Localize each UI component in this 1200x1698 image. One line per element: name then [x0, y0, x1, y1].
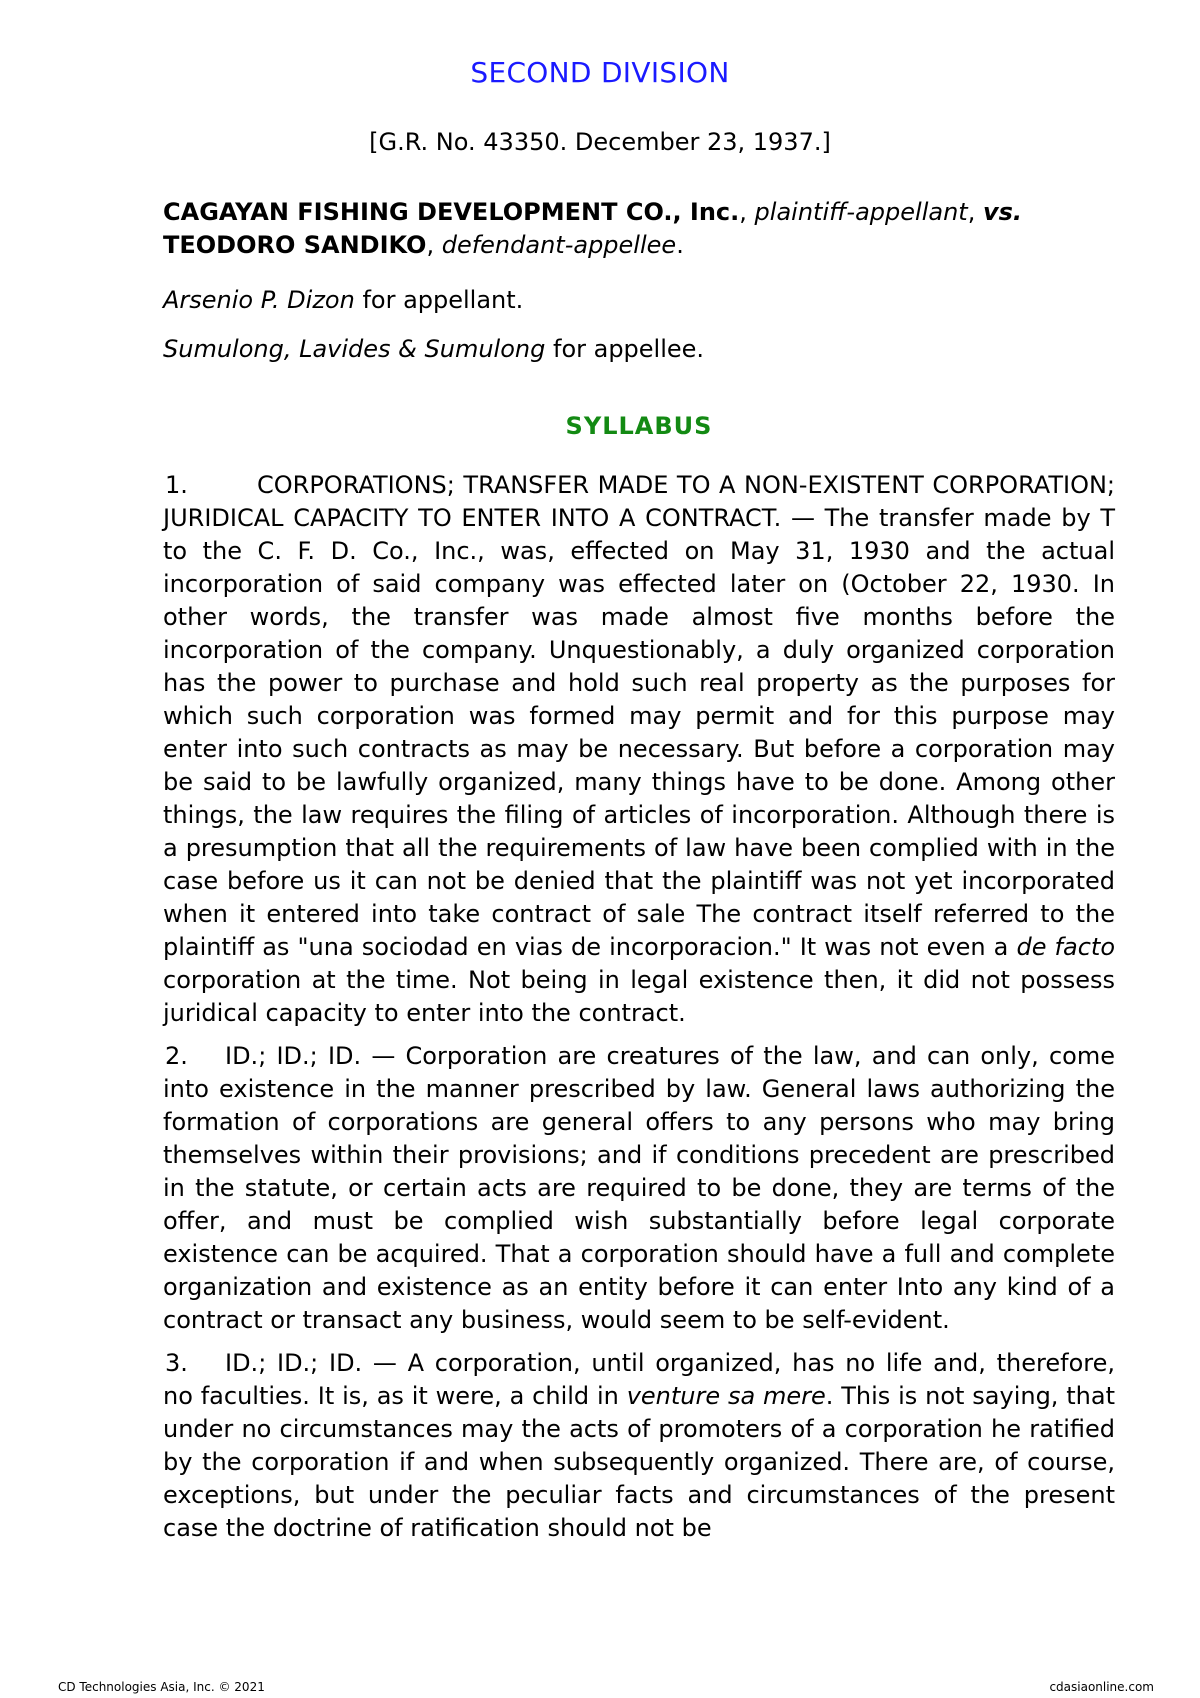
separator: ,	[739, 198, 755, 226]
item-text: ID.; ID.; ID. — A corporation, until organized, has no life and, therefore, no faculties. It is, as it were, a child in	[163, 1349, 1115, 1410]
separator: ,	[426, 231, 442, 259]
syllabus-item	[163, 469, 1115, 1030]
footer-copyright: CD Technologies Asia, Inc. © 2021	[58, 1680, 265, 1694]
item-number: 3.	[165, 1349, 188, 1377]
plaintiff-role: plaintiff-appellant	[754, 198, 968, 226]
footer-site: cdasiaonline.com	[1049, 1680, 1154, 1694]
document-body	[163, 196, 1115, 1555]
separator: ,	[967, 198, 983, 226]
counsel-role: for appellant.	[354, 286, 524, 314]
counsel-role: for appellee.	[545, 335, 705, 363]
item-text: . This is not saying, that under no circumstances may the acts of promoters of a corporation he ratified by the corporation if and when subsequently organized. There are, of course, exceptions, but under the peculiar facts and circumstances of the present case the doctrine of ratification should not be	[163, 1382, 1115, 1542]
counsel-name: Arsenio P. Dizon	[163, 286, 355, 314]
item-italic: venture sa mere	[626, 1382, 826, 1410]
item-text: corporation at the time. Not being in legal existence then, it did not possess juridical capacity to enter into the contract.	[163, 966, 1115, 1027]
counsel-name: Sumulong, Lavides & Sumulong	[163, 335, 546, 363]
plaintiff-suffix: , Inc.	[672, 198, 740, 226]
item-text: CORPORATIONS; TRANSFER MADE TO A NON-EXISTENT CORPORATION; JURIDICAL CAPACITY TO ENTER INTO A CONTRACT. — The transfer made by T to the C. F. D. Co., Inc., was, effected on May 31, 1930 and the actual incorporation of said company was effected later on (October 22, 1930. In other words, the transfer was made almost five months before the incorporation of the company. Unquestionably, a duly organized corporation has the power to purchase and hold such real property as the purposes for which such corporation was formed may permit and for this purpose may enter into such contracts as may be necessary. But before a corporation may be said to be lawfully organized, many things have to be done. Among other things, the law requires the filing of articles of incorporation. Although there is a presumption that all the requirements of law have been complied with in the case before us it can not be denied that the plaintiff was not yet incorporated when it entered into take contract of sale The contract itself referred to the plaintiff as "una sociodad en vias de incorporacion." It was not even a	[163, 471, 1115, 961]
division-heading: SECOND DIVISION	[470, 56, 730, 89]
case-number: [G.R. No. 43350. December 23, 1937.]	[369, 128, 831, 156]
item-text: ID.; ID.; ID. — Corporation are creatures of the law, and can only, come into existence in the manner prescribed by law. General laws authorizing the formation of corporations are general offers to any persons who may bring themselves within their provisions; and if conditions precedent are prescribed in the statute, or certain acts are required to be done, they are terms of the offer, and must be complied wish substantially before legal corporate existence can be acquired. That a corporation should have a full and complete organization and existence as an entity before it can enter Into any kind of a contract or transact any business, would seem to be self-evident.	[163, 1042, 1115, 1334]
versus: vs.	[982, 198, 1023, 226]
counsel-appellee	[163, 333, 1115, 366]
syllabus-item	[163, 1040, 1115, 1337]
defendant-name: TEODORO SANDIKO	[163, 231, 427, 259]
counsel-appellant	[163, 284, 1115, 317]
item-number: 1.	[165, 471, 188, 499]
item-number: 2.	[165, 1042, 188, 1070]
plaintiff-name: CAGAYAN FISHING DEVELOPMENT CO.	[163, 198, 673, 226]
syllabus-heading: SYLLABUS	[565, 412, 713, 440]
item-italic: de facto	[1016, 933, 1116, 961]
case-parties	[163, 196, 1115, 262]
defendant-role: defendant-appellee	[441, 231, 677, 259]
terminator: .	[676, 231, 684, 259]
syllabus-item	[163, 1347, 1115, 1545]
